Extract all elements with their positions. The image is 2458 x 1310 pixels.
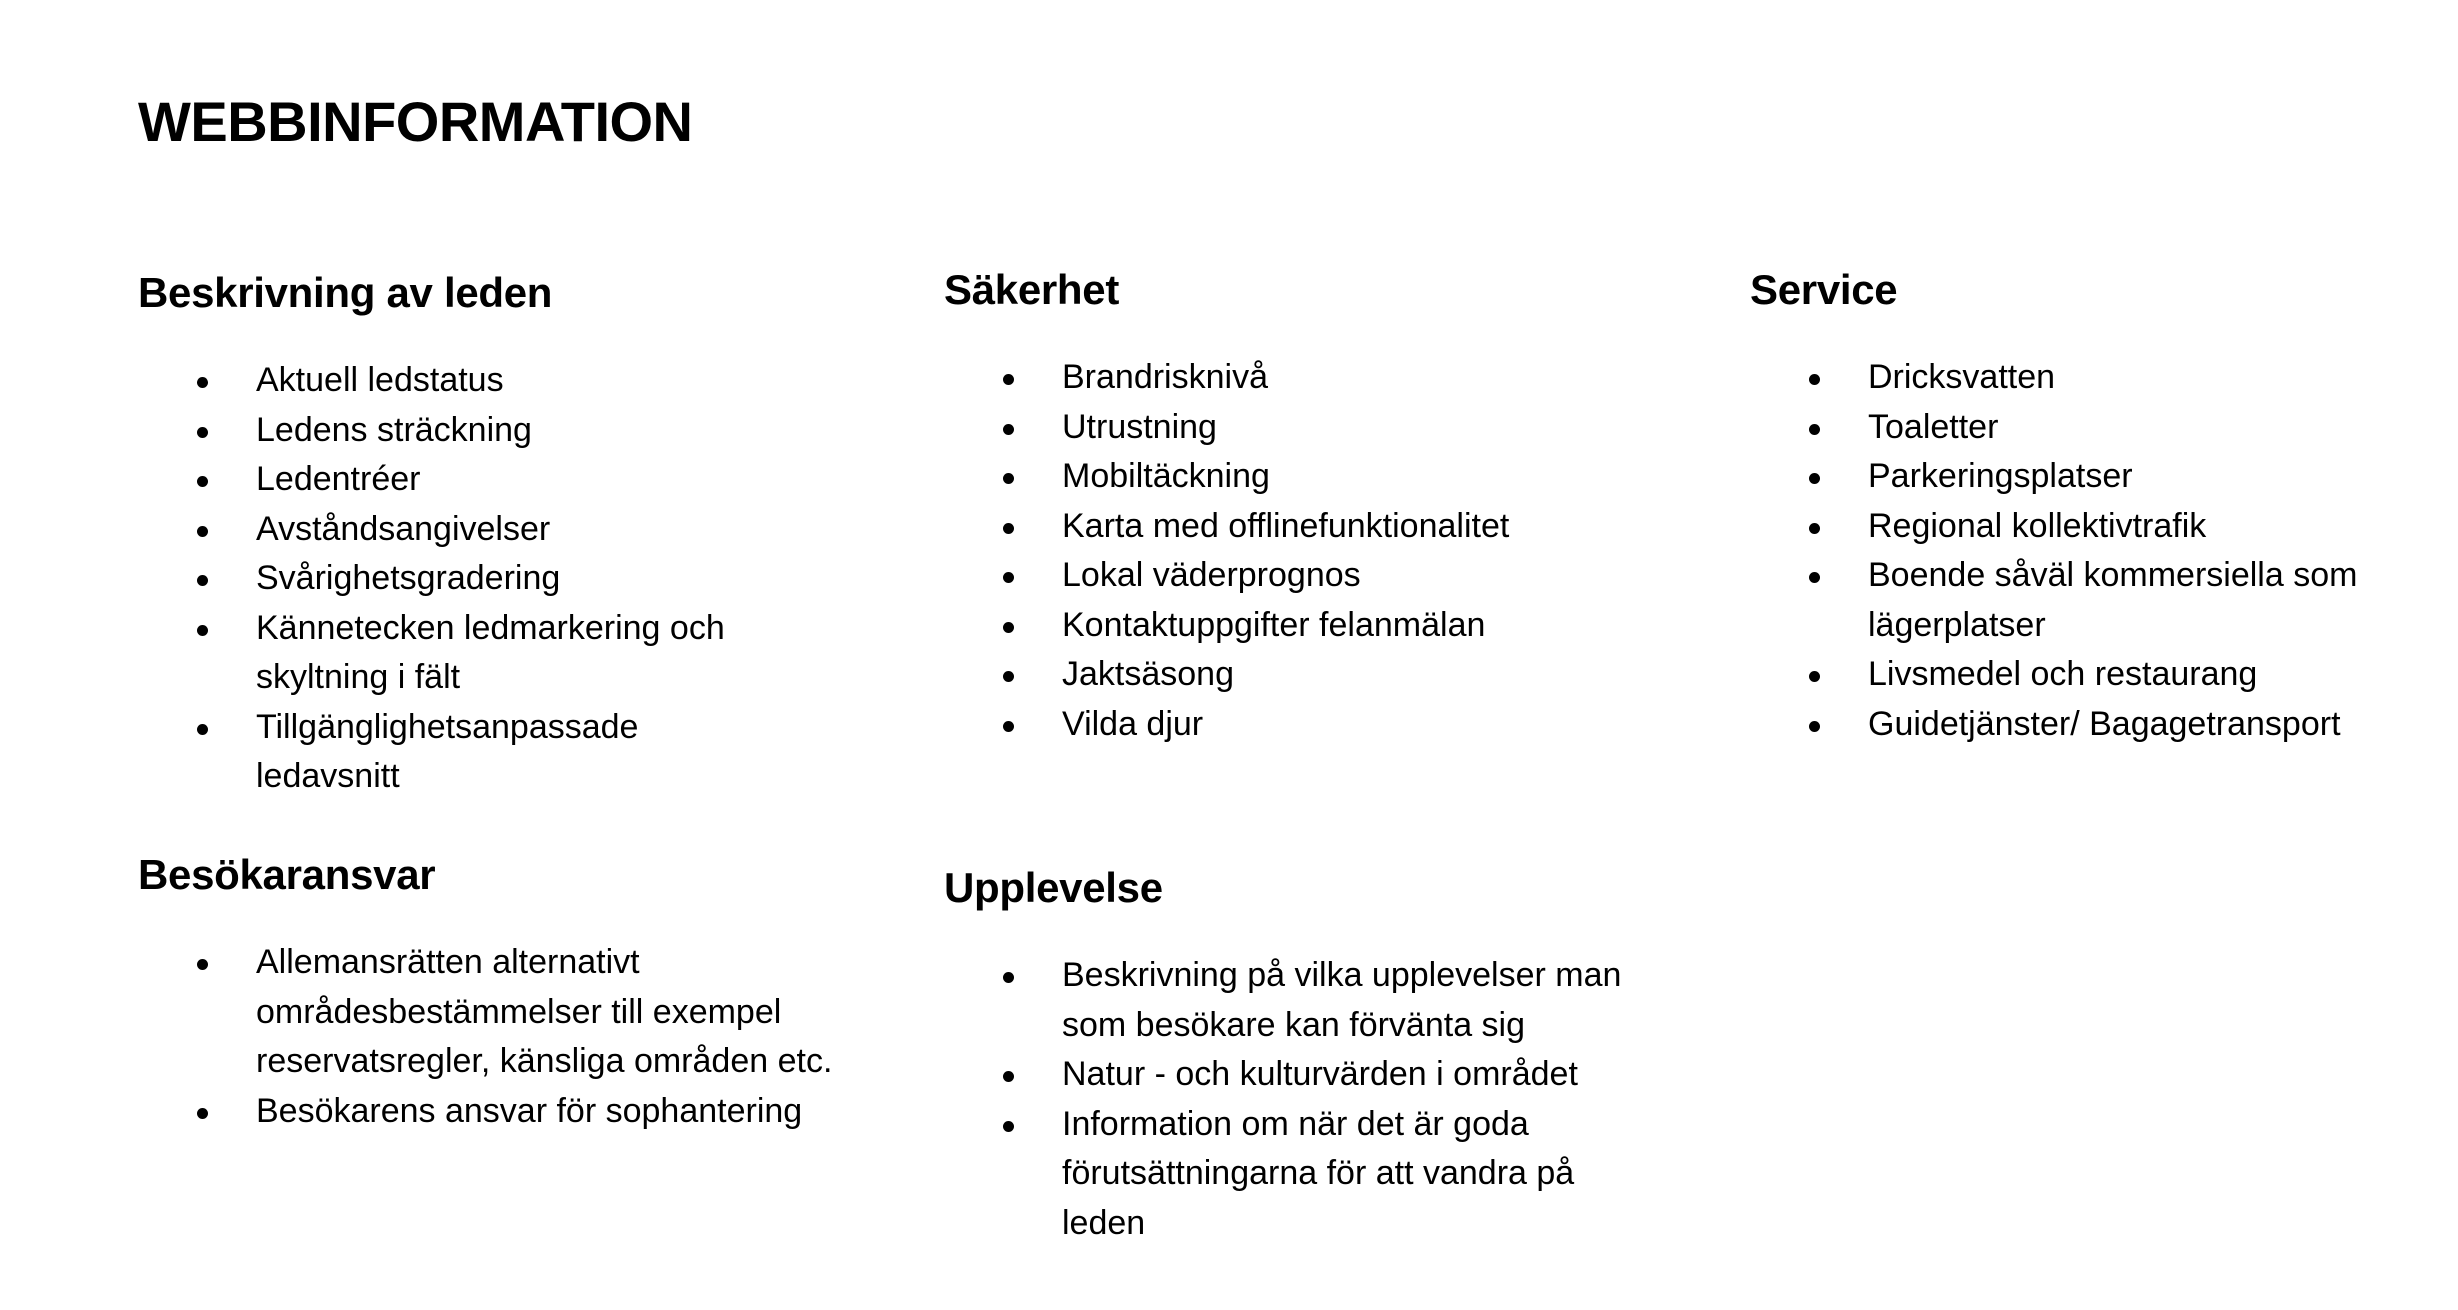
section-heading: Besökaransvar <box>138 851 436 898</box>
list-item <box>944 650 1664 700</box>
bullet-icon <box>1003 523 1014 534</box>
list-item <box>138 356 758 406</box>
list-item-text: Ledens sträckning <box>256 410 532 449</box>
list-item-text: Boende såväl kommersiella som lägerplatser <box>1868 556 2358 644</box>
list-item-text: Ledentréer <box>256 460 421 499</box>
bullet-icon <box>1003 972 1014 983</box>
list-item-text: Tillgänglighetsanpassade ledavsnitt <box>256 707 639 796</box>
list-item-text: Avståndsangivelser <box>256 509 551 548</box>
list-item <box>944 951 1624 1050</box>
list-item-text: Lokal väderprognos <box>1062 556 1361 595</box>
list-item <box>138 703 758 802</box>
bullet-icon <box>197 526 208 537</box>
bullet-icon <box>1003 572 1014 583</box>
list-item <box>138 554 758 604</box>
bullet-list <box>1750 353 2450 749</box>
bullet-icon <box>1003 671 1014 682</box>
list-item <box>944 1050 1624 1100</box>
section-service <box>1750 265 2450 749</box>
section-heading: Service <box>1750 266 1898 313</box>
section-besokaransvar <box>138 850 858 1136</box>
list-item <box>1750 551 2450 650</box>
bullet-icon <box>197 377 208 388</box>
list-item <box>138 505 758 555</box>
list-item <box>138 938 838 1087</box>
bullet-icon <box>1809 572 1820 583</box>
list-item-text: Kännetecken ledmarkering och skyltning i fält <box>256 608 725 697</box>
section-heading: Beskrivning av leden <box>138 269 553 316</box>
bullet-icon <box>1003 721 1014 732</box>
bullet-icon <box>1003 424 1014 435</box>
list-item-text: Svårighetsgradering <box>256 559 561 598</box>
bullet-icon <box>197 1108 208 1119</box>
list-item-text: Beskrivning på vilka upplevelser man som besökare kan förvänta sig <box>1062 956 1622 1044</box>
section-heading: Upplevelse <box>944 864 1163 911</box>
list-item-text: Information om när det är goda förutsättningarna för att vandra på leden <box>1062 1104 1575 1242</box>
list-item-text: Vilda djur <box>1062 704 1204 743</box>
list-item <box>1750 452 2450 502</box>
section-beskrivning-av-leden <box>138 268 858 802</box>
list-item <box>944 403 1664 453</box>
list-item <box>944 1100 1624 1249</box>
list-item-text: Besökarens ansvar för sophantering <box>256 1091 803 1130</box>
bullet-icon <box>197 476 208 487</box>
bullet-icon <box>1809 721 1820 732</box>
bullet-list <box>138 356 758 802</box>
list-item <box>944 502 1664 552</box>
bullet-icon <box>1809 473 1820 484</box>
list-item-text: Jaktsäsong <box>1062 655 1234 694</box>
bullet-icon <box>197 625 208 636</box>
list-item-text: Brandrisknivå <box>1062 358 1268 397</box>
bullet-icon <box>197 724 208 735</box>
list-item-text: Karta med offlinefunktionalitet <box>1062 506 1510 545</box>
section-sakerhet <box>944 265 1664 749</box>
bullet-icon <box>197 575 208 586</box>
list-item <box>138 406 758 456</box>
bullet-list <box>138 938 838 1136</box>
list-item-text: Parkeringsplatser <box>1868 457 2133 496</box>
list-item <box>1750 353 2450 403</box>
bullet-icon <box>1809 671 1820 682</box>
list-item-text: Aktuell ledstatus <box>256 361 504 400</box>
list-item <box>944 353 1664 403</box>
list-item-text: Mobiltäckning <box>1062 457 1270 496</box>
list-item-text: Utrustning <box>1062 407 1217 446</box>
list-item-text: Kontaktuppgifter felanmälan <box>1062 605 1486 644</box>
page-title: WEBBINFORMATION <box>138 90 693 153</box>
bullet-icon <box>197 959 208 970</box>
bullet-icon <box>1003 1071 1014 1082</box>
bullet-icon <box>1809 424 1820 435</box>
list-item-text: Allemansrätten alternativt områdesbestämmelser till exempel reservatsregler, känsliga områden etc. <box>256 943 833 1081</box>
bullet-list <box>944 353 1664 749</box>
bullet-icon <box>1809 523 1820 534</box>
bullet-icon <box>1003 473 1014 484</box>
list-item <box>1750 650 2450 700</box>
list-item <box>944 551 1664 601</box>
list-item <box>1750 502 2450 552</box>
bullet-icon <box>1003 622 1014 633</box>
list-item-text: Toaletter <box>1868 407 1999 446</box>
bullet-list <box>944 951 1624 1248</box>
list-item <box>138 1087 838 1137</box>
list-item <box>944 452 1664 502</box>
list-item-text: Guidetjänster/ Bagagetransport <box>1868 704 2341 743</box>
list-item-text: Regional kollektivtrafik <box>1868 506 2207 545</box>
list-item <box>138 604 758 703</box>
bullet-icon <box>197 427 208 438</box>
section-heading: Säkerhet <box>944 266 1120 313</box>
list-item-text: Livsmedel och restaurang <box>1868 655 2258 694</box>
bullet-icon <box>1809 374 1820 385</box>
bullet-icon <box>1003 374 1014 385</box>
list-item-text: Natur - och kulturvärden i området <box>1062 1055 1578 1094</box>
list-item <box>944 601 1664 651</box>
section-upplevelse <box>944 863 1644 1248</box>
list-item-text: Dricksvatten <box>1868 358 2056 397</box>
list-item <box>944 700 1664 750</box>
list-item <box>1750 700 2450 750</box>
list-item <box>1750 403 2450 453</box>
bullet-icon <box>1003 1121 1014 1132</box>
list-item <box>138 455 758 505</box>
